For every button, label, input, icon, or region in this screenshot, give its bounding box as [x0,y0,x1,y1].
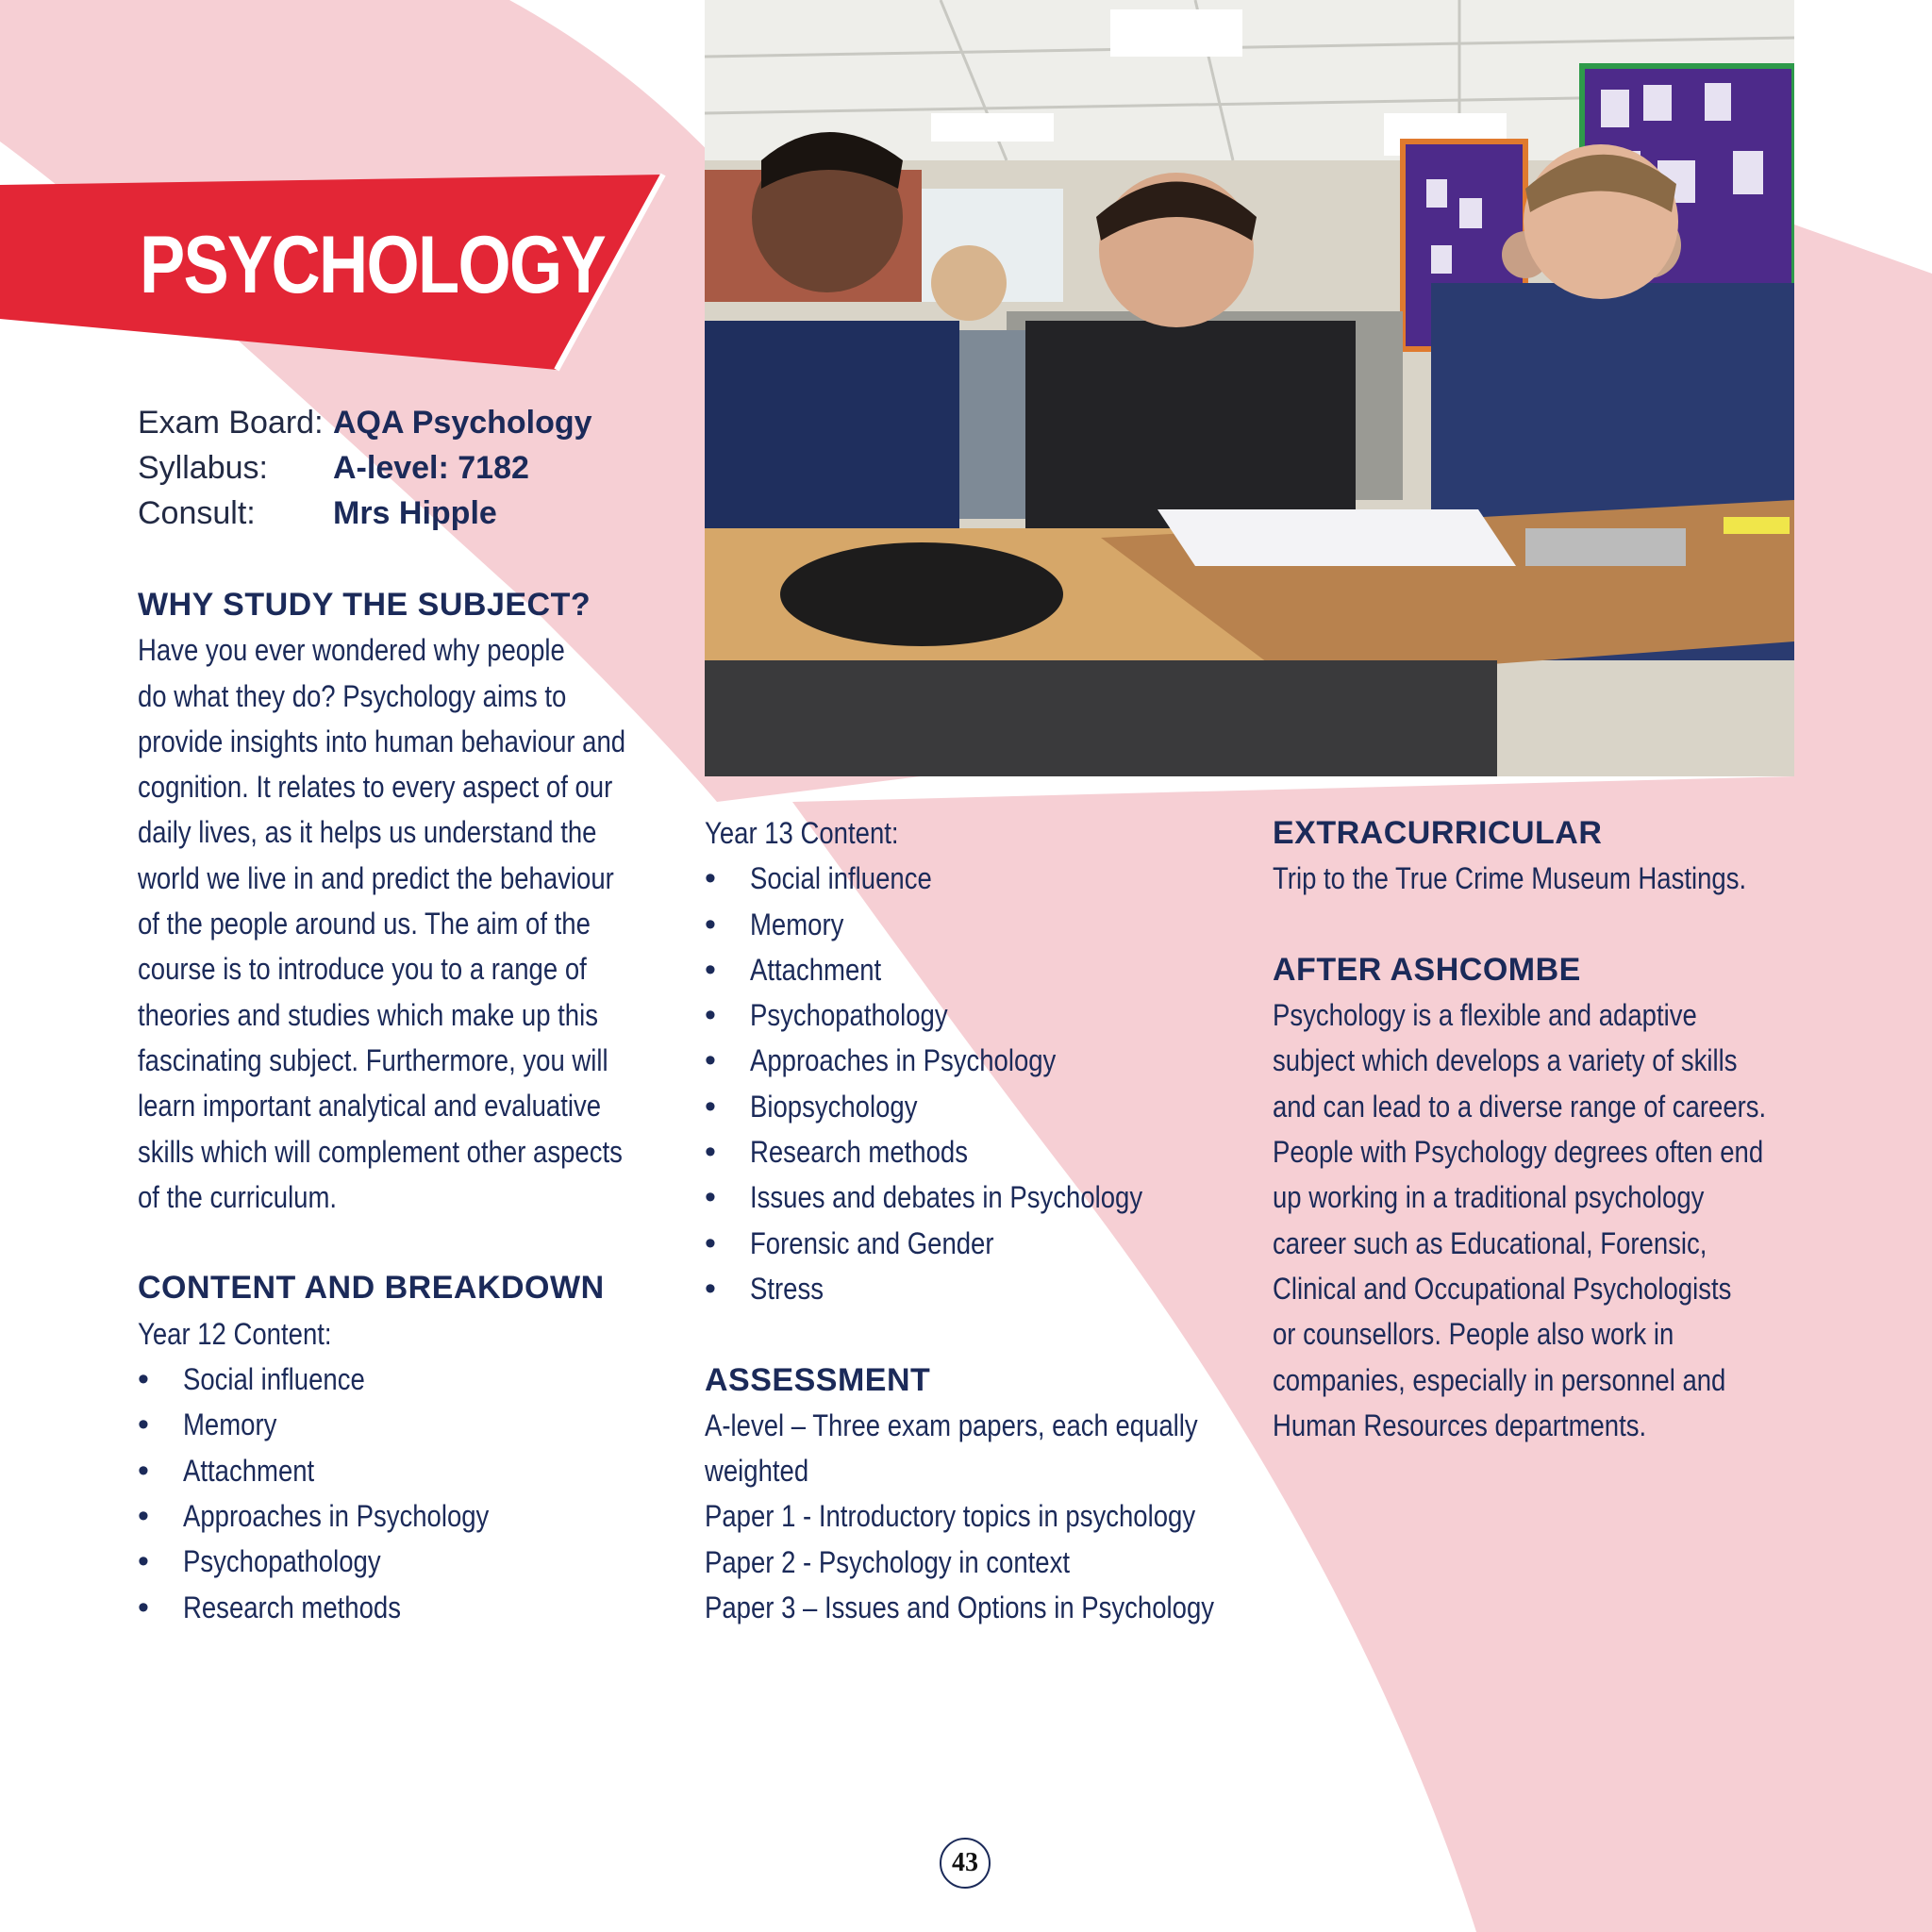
syllabus-value: A-level: 7182 [333,450,529,486]
list-item: • Memory [705,902,1297,947]
list-item: • Approaches in Psychology [138,1493,705,1539]
list-item: • Research methods [705,1129,1297,1174]
year12-list [138,1357,705,1630]
why-line: cognition. It relates to every aspect of our [138,770,613,805]
why-line: skills which will complement other aspects [138,1134,623,1169]
list-item: • Research methods [138,1585,705,1630]
list-item: • Psychopathology [705,992,1297,1038]
classroom-photo [705,0,1794,776]
why-heading: WHY STUDY THE SUBJECT? [138,587,591,623]
after-line: subject which develops a variety of skills [1273,1043,1738,1078]
course-info [138,400,592,536]
extracurricular-heading: EXTRACURRICULAR [1273,815,1603,851]
assessment-line: A-level – Three exam papers, each equally [705,1407,1198,1442]
consult-value: Mrs Hipple [333,495,497,531]
list-item: • Biopsychology [705,1084,1297,1129]
after-line: Human Resources departments. [1273,1407,1647,1442]
exam-board-value: AQA Psychology [333,405,592,441]
year13-label: Year 13 Content: [705,816,899,850]
page-title: PSYCHOLOGY [140,220,605,310]
assessment-line: Paper 3 – Issues and Options in Psychology [705,1591,1215,1625]
list-item: • Attachment [138,1448,705,1493]
why-body [138,627,705,1220]
why-line: course is to introduce you to a range of [138,952,587,987]
list-item: • Issues and debates in Psychology [705,1174,1297,1220]
list-item: • Memory [138,1402,705,1447]
list-item: • Forensic and Gender [705,1221,1297,1266]
after-line: or counsellors. People also work in [1273,1317,1674,1352]
why-line: learn important analytical and evaluative [138,1089,602,1124]
after-line: and can lead to a diverse range of careers. [1273,1089,1767,1124]
why-line: of the people around us. The aim of the [138,907,591,941]
assessment-line: Paper 1 - Introductory topics in psychology [705,1499,1196,1534]
after-line: career such as Educational, Forensic, [1273,1225,1707,1260]
exam-board-row [138,400,592,445]
list-item: • Stress [705,1266,1297,1311]
list-item: • Attachment [705,947,1297,992]
after-line: People with Psychology degrees often end [1273,1135,1764,1170]
list-item: • Social influence [705,856,1297,901]
page-number: 43 [940,1838,991,1889]
why-line: do what they do? Psychology aims to [138,678,567,713]
consult-row [138,491,592,536]
why-line: Have you ever wondered why people [138,633,565,668]
right-column [1273,810,1846,1448]
middle-column [705,810,1297,1630]
left-column [138,582,705,1630]
assessment-line: weighted [705,1454,809,1489]
why-line: theories and studies which make up this [138,997,598,1032]
why-line: world we live in and predict the behaviour [138,860,614,895]
syllabus-label: Syllabus: [138,450,268,486]
year12-label: Year 12 Content: [138,1316,332,1351]
consult-label: Consult: [138,495,256,531]
list-item: • Psychopathology [138,1539,705,1584]
why-line: daily lives, as it helps us understand the [138,815,597,850]
syllabus-row [138,445,592,491]
exam-board-label: Exam Board: [138,405,324,441]
extracurricular-text: Trip to the True Crime Museum Hastings. [1273,861,1747,896]
assessment-line: Paper 2 - Psychology in context [705,1544,1071,1579]
after-line: companies, especially in personnel and [1273,1362,1726,1397]
why-line: provide insights into human behaviour and [138,724,626,758]
after-line: Clinical and Occupational Psychologists [1273,1271,1732,1306]
after-line: up working in a traditional psychology [1273,1180,1705,1215]
why-line: fascinating subject. Furthermore, you will [138,1042,608,1077]
content-heading: CONTENT AND BREAKDOWN [138,1270,605,1307]
list-item: • Approaches in Psychology [705,1038,1297,1083]
year13-list [705,856,1297,1311]
after-line: Psychology is a flexible and adaptive [1273,998,1697,1033]
assessment-heading: ASSESSMENT [705,1361,931,1398]
title-banner [0,0,679,396]
list-item: • Social influence [138,1357,705,1402]
after-heading: AFTER ASHCOMBE [1273,951,1581,988]
why-line: of the curriculum. [138,1179,338,1214]
